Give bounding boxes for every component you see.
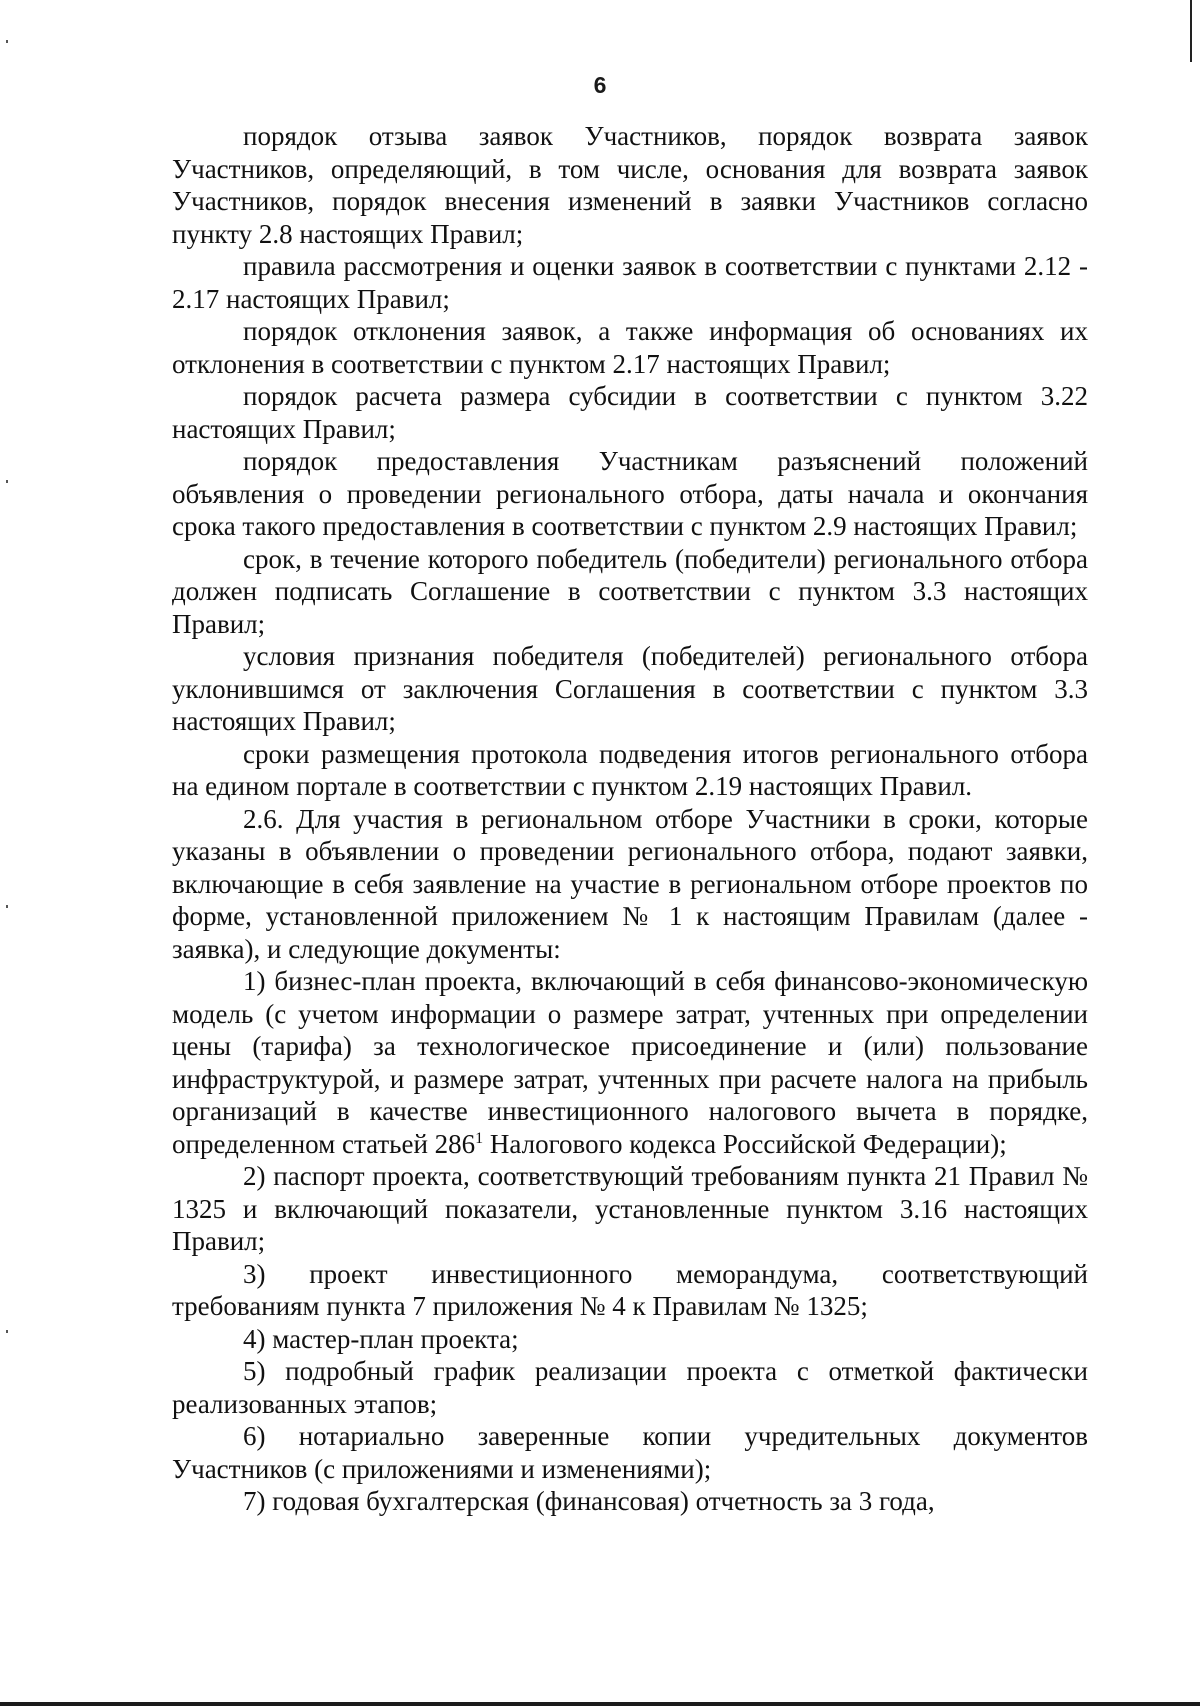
paragraph-protocol-posting: сроки размещения протокола подведения итогов регионального отбора на едином портале в соответствии с пунктом 2.19 настоящих Правил. [172, 738, 1088, 801]
paragraph-rejection-procedure: порядок отклонения заявок, а также информация об основаниях их отклонения в соответствии с пунктом 2.17 настоящих Правил; [172, 316, 1088, 379]
scan-bottom-edge [0, 1702, 1200, 1706]
scan-speck [6, 480, 8, 483]
list-item-3-memorandum: 3) проект инвестиционного меморандума, соответствующий требованиям пункта 7 приложения № 4 к Правилам № 1325; [172, 1258, 1088, 1321]
list-item-1-text-end: Налогового кодекса Российской Федерации); [483, 1128, 1007, 1159]
list-item-5-schedule: 5) подробный график реализации проекта с отметкой фактически реализованных этапов; [172, 1356, 1088, 1419]
list-item-4-master-plan: 4) мастер-план проекта; [243, 1323, 519, 1354]
document-body [172, 120, 1088, 1518]
scan-edge-mark [1190, 0, 1192, 62]
paragraph-2-6-participation: 2.6. Для участия в региональном отборе Участники в сроки, которые указаны в объявлении о проведении регионального отбора, подают заявки, включающие в себя заявление на участие в региональном отборе проектов по форме, установленной приложением № 1 к настоящим Правилам (далее - заявка), и следующие документы: [172, 803, 1088, 964]
paragraph-subsidy-calculation: порядок расчета размера субсидии в соответствии с пунктом 3.22 настоящих Правил; [172, 381, 1088, 444]
paragraph-withdrawal-procedure: порядок отзыва заявок Участников, порядок возврата заявок Участников, определяющий, в том числе, основания для возврата заявок Участников, порядок внесения изменений в заявки Участников согласно пункту 2.8 настоящих Правил; [172, 121, 1088, 249]
paragraph-clarifications: порядок предоставления Участникам разъяснений положений объявления о проведении регионального отбора, даты начала и окончания срока такого предоставления в соответствии с пунктом 2.9 настоящих Правил; [172, 446, 1088, 541]
paragraph-signing-deadline: срок, в течение которого победитель (победители) регионального отбора должен подписать Соглашение в соответствии с пунктом 3.3 настоящих Правил; [172, 543, 1088, 639]
page-number: 6 [593, 72, 607, 98]
list-item-2-project-passport: 2) паспорт проекта, соответствующий требованиям пункта 21 Правил № 1325 и включающий показатели, установленные пунктом 3.16 настоящих Правил; [172, 1161, 1088, 1256]
list-item-7-financial-statements: 7) годовая бухгалтерская (финансовая) отчетность за 3 года, [243, 1486, 935, 1516]
list-item-6-founding-documents: 6) нотариально заверенные копии учредительных документов Участников (с приложениями и изменениями); [172, 1421, 1088, 1484]
paragraph-evasion-conditions: условия признания победителя (победителей) регионального отбора уклонившимся от заключения Соглашения в соответствии с пунктом 3.3 настоящих Правил; [172, 641, 1088, 736]
list-item-1-business-plan [172, 965, 1088, 1160]
scan-speck [6, 905, 8, 908]
list-item-1-text: 1) бизнес-план проекта, включающий в себя финансово-экономическую модель (с учетом информации о размере затрат, учтенных при определении цены (тарифа) за технологическое присоединение и (или) пользование инфраструктурой, и размере затрат, учтенных при расчете налога на прибыль организаций в качестве инвестиционного налогового вычета в порядке, определенном статьей 286 [172, 966, 1088, 1159]
footnote-superscript: 1 [475, 1129, 484, 1147]
paragraph-review-rules: правила рассмотрения и оценки заявок в соответствии с пунктами 2.12 - 2.17 настоящих Правил; [172, 251, 1088, 314]
scan-speck [6, 1330, 8, 1333]
scan-speck [6, 40, 8, 43]
